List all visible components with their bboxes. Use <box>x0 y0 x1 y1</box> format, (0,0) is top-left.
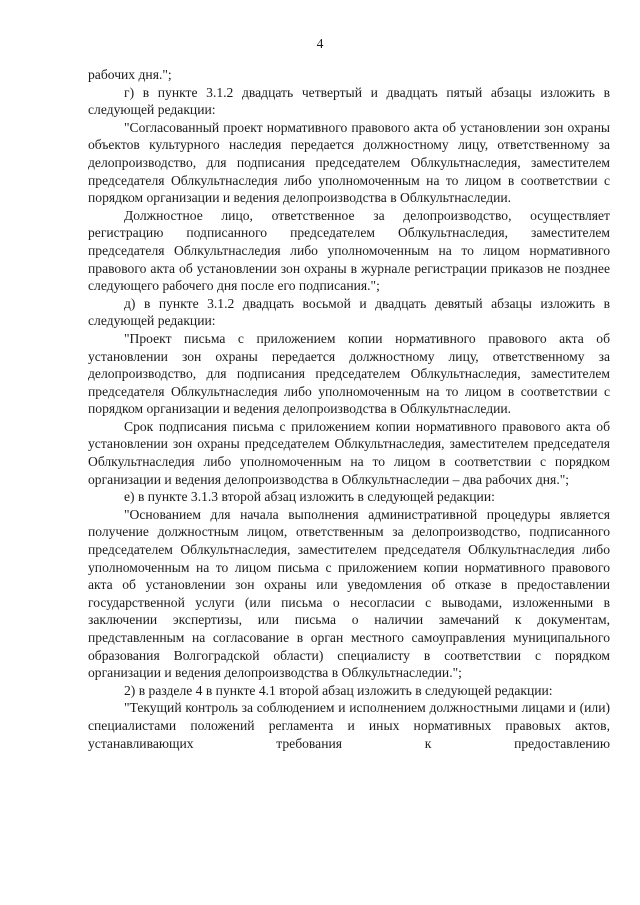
paragraph-p7: е) в пункте 3.1.3 второй абзац изложить в следующей редакции: <box>124 489 495 505</box>
paragraph-p5: "Проект письма с приложением копии нормативного правового акта об установлении зон охраны передается должностному лицу, ответственному за делопроизводство, для подписания председателем Облкультнаследия, заместителем председателя Облкультнаследия либо уполномоченным на то лицом в соответствии с порядком организации и ведения делопроизводства в Облкультнаследии. <box>88 330 610 417</box>
paragraph-p9: 2) в разделе 4 в пункте 4.1 второй абзац изложить в следующей редакции: <box>124 682 553 698</box>
page-number: 4 <box>316 36 324 51</box>
paragraph-p1: г) в пункте 3.1.2 двадцать четвертый и двадцать пятый абзацы изложить в следующей редакции: <box>88 84 610 118</box>
document-body <box>88 66 610 752</box>
paragraph-p8: "Основанием для начала выполнения административной процедуры является получение должностным лицом, ответственным за делопроизводство, подписанного председателем Облкультнаследия, заместителем председателя Облкультнаследия либо уполномоченным на то лицом письма с приложением копии нормативного правового акта об установлении зон охраны или уведомления об отказе в предоставлении государственной услуги (или письма о несогласии с выводами, изложенными в заключении экспертизы, или письма о наличии замечаний к документам, представленным на согласование в орган местного самоуправления муниципального образования Волгоградской области) специалисту в соответствии с порядком организации и ведения делопроизводства в Облкультнаследии."; <box>88 506 610 681</box>
paragraph-p10: "Текущий контроль за соблюдением и исполнением должностными лицами и (или) специалистами положений регламента и иных нормативных правовых актов, устанавливающих требования к предоставлению <box>88 700 610 751</box>
paragraph-p2: "Согласованный проект нормативного правового акта об установлении зон охраны объектов культурного наследия передается должностному лицу, ответственному за делопроизводство, для подписания председателем Облкультнаследия, заместителем председателя Облкультнаследия либо уполномоченным на то лицом в соответствии с порядком организации и ведения делопроизводства в Облкультнаследии. <box>88 119 610 206</box>
paragraph-p3: Должностное лицо, ответственное за делопроизводство, осуществляет регистрацию подписанного председателем Облкультнаследия, заместителем председателя Облкультнаследия либо уполномоченным на то лицом нормативного правового акта об установлении зон охраны в журнале регистрации приказов не позднее следующего рабочего дня после его подписания."; <box>88 207 610 294</box>
paragraph-p6: Срок подписания письма с приложением копии нормативного правового акта об установлении зон охраны председателем Облкультнаследия, заместителем председателя Облкультнаследия либо уполномоченным на то лицом в соответствии с порядком организации и ведения делопроизводства в Облкультнаследии – два рабочих дня."; <box>88 418 610 487</box>
paragraph-p4: д) в пункте 3.1.2 двадцать восьмой и двадцать девятый абзацы изложить в следующей редакции: <box>88 295 610 329</box>
paragraph-p0: рабочих дня."; <box>88 67 172 82</box>
